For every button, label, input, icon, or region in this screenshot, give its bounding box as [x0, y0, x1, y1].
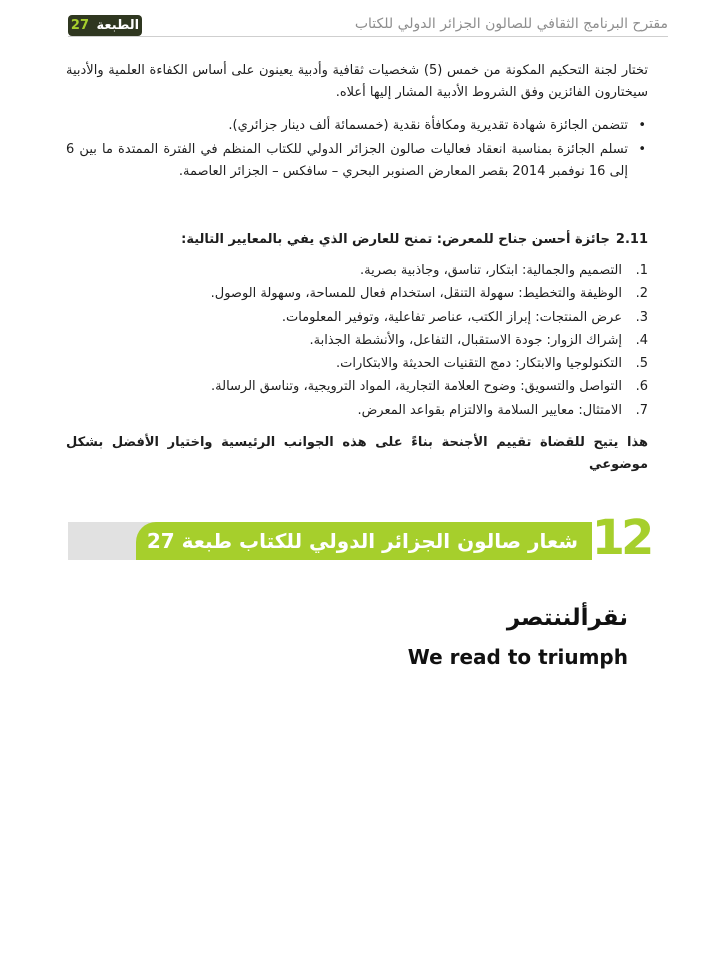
criteria-text: الوظيفة والتخطيط: سهولة التنقل، استخدام فعال للمساحة، وسهولة الوصول.	[210, 286, 622, 302]
criteria-item	[66, 282, 648, 305]
criteria-item	[66, 399, 648, 422]
criteria-text: إشراك الزوار: جودة الاستقبال، التفاعل، والأنشطة الجذابة.	[309, 332, 622, 348]
section-12-title: شعار صالون الجزائر الدولي للكتاب طبعة 27	[136, 522, 592, 560]
slogan-english: We read to triumph	[407, 645, 628, 669]
criteria-text: عرض المنتجات: إبراز الكتب، عناصر تفاعلية، وتوفير المعلومات.	[281, 309, 622, 325]
slogan-arabic: نقرألننتصر	[506, 605, 628, 631]
criteria-number: 1.	[635, 263, 648, 278]
page-header	[68, 14, 668, 38]
section-2-11-heading	[66, 229, 648, 251]
section-closing-paragraph: هذا يتيح للقضاة تقييم الأجنحة بناءً على هذه الجوانب الرئيسية واختيار الأفضل بشكل موضوعي	[66, 435, 648, 472]
criteria-text: التكنولوجيا والابتكار: دمج التقنيات الحديثة والابتكارات.	[335, 356, 622, 372]
intro-paragraph: تختار لجنة التحكيم المكونة من خمس (5) شخصيات ثقافية وأدبية يعينون على أساس الكفاءة العلمية والأدبية سيختارون الفائزين وفق الشروط الأدبية المشار إليها أعلاه.	[66, 63, 648, 100]
criteria-number: 3.	[635, 309, 648, 325]
header-divider	[68, 36, 668, 37]
prize-bullets	[66, 115, 648, 183]
edition-label: الطبعة	[96, 18, 140, 33]
criteria-number: 5.	[635, 356, 648, 372]
bullet-item: • تسلم الجائزة بمناسبة انعقاد فعاليات صالون الجزائر الدولي للكتاب المنظم في الفترة الممتدة ما بين 6 إلى 16 نوفمبر 2014 بقصر المعارض الصنوبر البحري – سافكس – الجزائر العاصمة.	[66, 139, 648, 183]
edition-badge	[68, 15, 142, 36]
bullet-item: • تتضمن الجائزة شهادة تقديرية ومكافأة نقدية (خمسمائة ألف دينار جزائري).	[66, 115, 648, 137]
section-heading-text: جائزة أحسن جناح للمعرض: تمنح للعارض الذي يفي بالمعايير التالية:	[181, 232, 610, 247]
criteria-number: 2.	[635, 286, 648, 302]
criteria-number: 4.	[635, 332, 648, 348]
section-number: 2.11	[615, 232, 648, 247]
criteria-text: التصميم والجمالية: ابتكار، تناسق، وجاذبية بصرية.	[359, 263, 622, 278]
criteria-item	[66, 329, 648, 352]
criteria-number: 7.	[635, 402, 648, 418]
criteria-item	[66, 259, 648, 282]
criteria-item	[66, 352, 648, 375]
criteria-text: الامتثال: معايير السلامة والالتزام بقواعد المعرض.	[357, 402, 622, 418]
section-12-number: 12	[591, 510, 651, 566]
criteria-item	[66, 306, 648, 329]
criteria-number: 6.	[635, 379, 648, 395]
section-12-banner	[68, 510, 652, 566]
criteria-text: التواصل والتسويق: وضوح العلامة التجارية، المواد الترويجية، وتناسق الرسالة.	[211, 379, 622, 395]
criteria-list	[66, 259, 648, 422]
edition-number: 27	[70, 18, 90, 33]
header-title: مقترح البرنامج الثقافي للصالون الجزائر الدولي للكتاب	[354, 16, 668, 32]
criteria-item	[66, 375, 648, 398]
